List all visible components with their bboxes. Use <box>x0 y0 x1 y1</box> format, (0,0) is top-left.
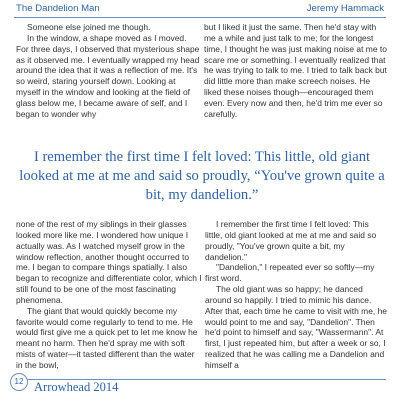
running-header <box>14 3 386 17</box>
paragraph: I remember the first time I felt loved: This little, old giant looked at me at me and said so proudly, "You've grown quite a bit, my dandelion." <box>205 219 377 262</box>
column-top-left <box>16 22 201 120</box>
paragraph: but I liked it just the same. Then he'd stay with me a while and just talk to me; for the longest time, I thought he was just making noise at me to scare me or something. I eventually realized that he was trying to talk to me. I tried to talk back but did little more than make screech noises. He liked these noises though—encouraged them even. Every now and then, he'd trim me ever so carefully. <box>204 22 387 119</box>
page-number: 12 <box>10 373 28 391</box>
column-top-right <box>204 22 388 120</box>
story-title: The Dandelion Man <box>16 3 100 14</box>
author-name: Jeremy Hammack <box>306 3 384 14</box>
column-bottom-left <box>16 219 202 371</box>
header-rule <box>14 17 386 18</box>
pull-quote <box>16 148 388 205</box>
publication-title: Arrowhead 2014 <box>34 380 119 394</box>
paragraph: The old giant was so happy; he danced around so happily. I tried to mimic his dance. After that, each time he came to visit with me, he would point to me and say, "Dandelion". Then he'd point to himself and say, "Wassermann". At first, I just repeated him, but after a week or so, I realized that he was calling me a Dandelion and himself a <box>205 284 387 370</box>
paragraph: The giant that would quickly become my favorite would come regularly to tend to me. He would first give me a quick pet to let me know he meant no harm. Then he'd spray me with soft mists of water—it tasted different than the water in the bowl, <box>16 305 198 370</box>
pull-quote-text: I remember the first time I felt loved: This little, old giant looked at me at me and said so proudly, “You've grown quite a bit, my dandelion.” <box>19 149 385 203</box>
column-bottom-right <box>205 219 388 371</box>
paragraph: In the window, a shape moved as I moved. For three days, I observed that mysterious shape as it observed me. I eventually wrapped my head around the idea that it was a reflection of me. It's so weird, staring yourself down. Looking at myself in the window and looking at the field of glass below me, I became aware of self, and I began to wonder why <box>16 32 200 119</box>
paragraph: "Dandelion," I repeated ever so softly—my first word. <box>205 262 375 284</box>
paragraph: Someone else joined me though. <box>27 22 151 32</box>
paragraph: none of the rest of my siblings in their glasses looked more like me. I wondered how unique I actually was. As I watched myself grow in the window reflection, another thought occurred to me. I began to compare things spatially. I also began to recognize and differentiate color, which I still found to be one of the most fascinating phenomena. <box>16 219 202 305</box>
